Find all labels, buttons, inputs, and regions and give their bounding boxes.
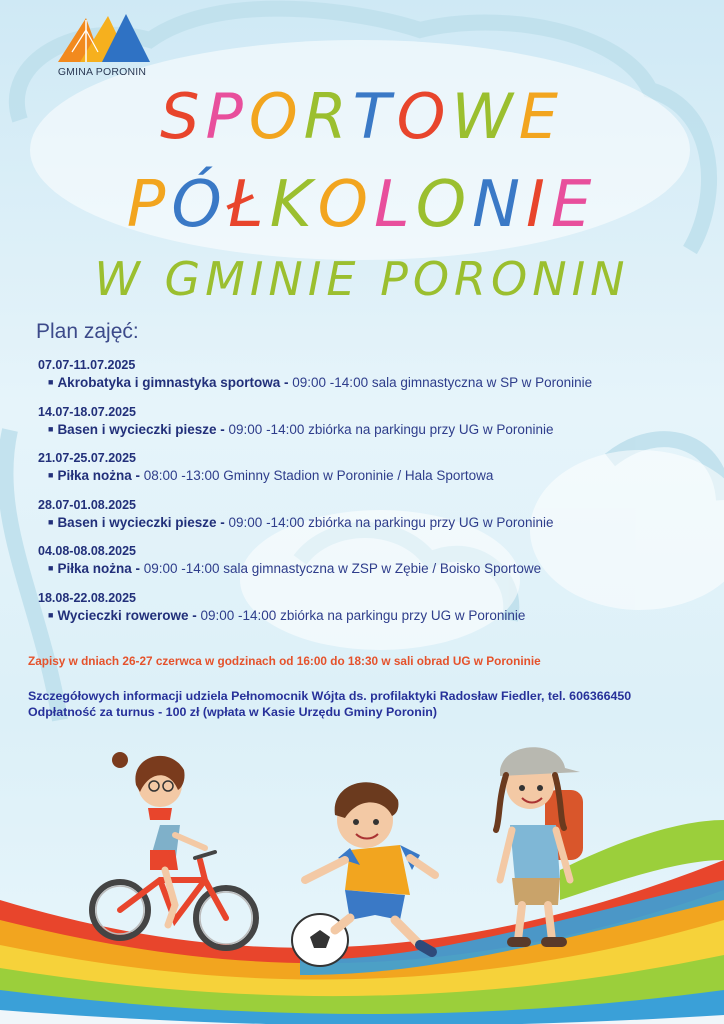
schedule-date: 18.08-22.08.2025 [38, 590, 137, 605]
boy-with-ball-icon [292, 782, 435, 966]
schedule-activity: Piłka nożna - [57, 561, 140, 576]
title-letter: E [518, 80, 564, 153]
schedule-line [38, 561, 688, 576]
schedule-date: 21.07-25.07.2025 [38, 451, 137, 465]
girl-on-bike-icon [92, 752, 256, 948]
schedule-date: 07.07-11.07.2025 [38, 358, 136, 372]
logo-text: GMINA PORONIN [57, 66, 147, 78]
title-letter: N [472, 168, 526, 242]
schedule-details: 09:00 -14:00 zbiórka na parkingu przy UG w Poroninie [224, 421, 554, 437]
schedule-item [38, 544, 688, 591]
title-letter: P [126, 168, 172, 242]
schedule-line [38, 515, 688, 530]
schedule-date: 14.07-18.07.2025 [38, 404, 137, 419]
schedule-activity: Basen i wycieczki piesze - [57, 514, 225, 530]
schedule-details: 08:00 -13:00 Gminny Stadion w Poroninie / Hala Sportowa [139, 468, 494, 483]
bullet-icon: ■ [48, 377, 54, 387]
enrollment-info: Zapisy w dniach 26-27 czerwca w godzinach od 16:00 do 18:30 w sali obrad UG w Poroninie [28, 654, 541, 668]
schedule-activity: Basen i wycieczki piesze - [57, 421, 225, 437]
schedule-line [38, 422, 688, 437]
title-letter: P [205, 80, 249, 153]
title-line-2 [0, 168, 724, 242]
bullet-icon: ■ [48, 609, 54, 620]
schedule-line [38, 608, 688, 623]
title-letter: L [374, 168, 416, 242]
schedule-details: 09:00 -14:00 zbiórka na parkingu przy UG w Poroninie [224, 514, 554, 530]
title-letter: Ł [227, 168, 270, 242]
bullet-icon: ■ [48, 563, 54, 573]
mountain-logo-icon [50, 10, 154, 66]
title-letter: O [415, 168, 473, 242]
bullet-icon: ■ [48, 470, 54, 480]
title-letter: O [317, 168, 375, 242]
fee-line: Odpłatność za turnus - 100 zł (wpłata w Kasie Urzędu Gminy Poronin) [28, 705, 437, 719]
title-letter: E [550, 168, 598, 242]
bullet-icon: ■ [48, 423, 54, 434]
title-letter: W [451, 80, 519, 153]
schedule-details: 09:00 -14:00 sala gimnastyczna w SP w Poroninie [288, 375, 593, 390]
plan-heading: Plan zajęć: [36, 320, 139, 343]
contact-info [28, 688, 631, 720]
bullet-icon: ■ [48, 516, 54, 527]
schedule-line [38, 375, 688, 390]
title-letter: I [525, 168, 551, 242]
title-letter: T [352, 80, 397, 153]
schedule-item [38, 498, 688, 545]
schedule-item [38, 451, 688, 498]
title-letter: O [396, 80, 452, 153]
schedule-date: 04.08-08.08.2025 [38, 544, 137, 558]
kids-illustration [0, 730, 724, 1024]
title-line-1 [0, 80, 724, 153]
schedule-activity: Piłka nożna - [57, 468, 140, 483]
schedule-details: 09:00 -14:00 sala gimnastyczna w ZSP w Zębie / Boisko Sportowe [139, 561, 542, 576]
schedule-date: 28.07-01.08.2025 [38, 497, 137, 512]
gmina-logo [50, 10, 154, 82]
schedule-details: 09:00 -14:00 zbiórka na parkingu przy UG w Poroninie [196, 607, 526, 623]
girl-hiker-icon [496, 747, 583, 942]
title-line-3: W GMINIE PORONIN [94, 252, 630, 306]
schedule-activity: Wycieczki rowerowe - [57, 607, 197, 623]
schedule-activity: Akrobatyka i gimnastyka sportowa - [57, 375, 289, 390]
title-letter: K [269, 168, 318, 242]
title-letter: R [303, 80, 353, 153]
schedule-list [38, 358, 688, 637]
schedule-item [38, 358, 688, 405]
title-letter: O [248, 80, 304, 153]
schedule-item [38, 591, 688, 638]
title-letter: S [160, 80, 206, 153]
title-letter: Ó [171, 168, 228, 242]
schedule-line [38, 468, 688, 483]
schedule-item [38, 405, 688, 452]
contact-line: Szczegółowych informacji udziela Pełnomocnik Wójta ds. profilaktyki Radosław Fiedler, tel. 606366450 [28, 689, 632, 703]
